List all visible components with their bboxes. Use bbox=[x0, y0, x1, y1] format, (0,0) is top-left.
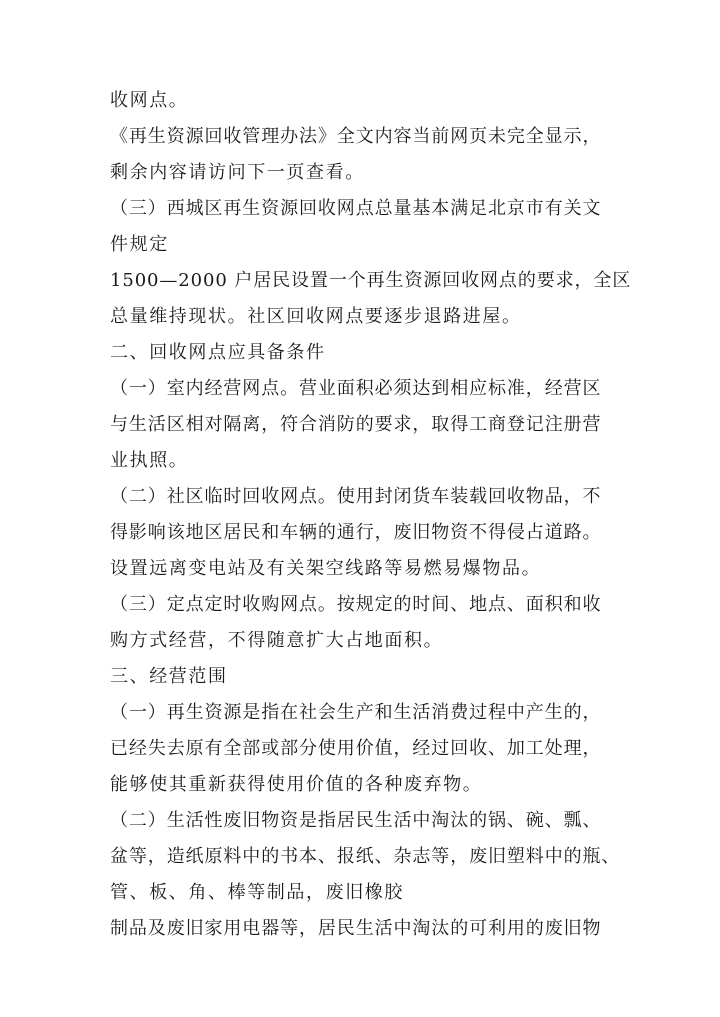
text-line: 已经失去原有全部或部分使用价值，经过回收、加工处理， bbox=[110, 738, 602, 759]
text-line: 购方式经营，不得随意扩大占地面积。 bbox=[110, 630, 444, 651]
text-line: 制品及废旧家用电器等，居民生活中淘汰的可利用的废旧物 bbox=[110, 918, 602, 939]
text-line: （二）社区临时回收网点。使用封闭货车装载回收物品，不 bbox=[110, 486, 602, 507]
document-body bbox=[110, 83, 630, 947]
text-line: 设置远离变电站及有关架空线路等易燃易爆物品。 bbox=[110, 558, 542, 579]
text-line: 得影响该地区居民和车辆的通行，废旧物资不得侵占道路。 bbox=[110, 522, 602, 543]
text-line: 《再生资源回收管理办法》全文内容当前网页未完全显示， bbox=[110, 126, 602, 147]
text-line: （三）定点定时收购网点。按规定的时间、地点、面积和收 bbox=[110, 594, 602, 615]
text-line: 收网点。 bbox=[110, 90, 189, 111]
text-line: 1500—2000 户居民设置一个再生资源回收网点的要求，全区 bbox=[110, 270, 632, 291]
section-heading: 二、回收网点应具备条件 bbox=[110, 342, 326, 363]
text-line: （二）生活性废旧物资是指居民生活中淘汰的锅、碗、瓢、 bbox=[110, 810, 602, 831]
text-line: 与生活区相对隔离，符合消防的要求，取得工商登记注册营 bbox=[110, 414, 602, 435]
text-line: （一）再生资源是指在社会生产和生活消费过程中产生的， bbox=[110, 702, 602, 723]
text-line: 能够使其重新获得使用价值的各种废弃物。 bbox=[110, 774, 483, 795]
text-line: （一）室内经营网点。营业面积必须达到相应标准，经营区 bbox=[110, 378, 602, 399]
section-heading: （三）西城区再生资源回收网点总量基本满足北京市有关文 bbox=[110, 198, 602, 219]
text-line: 总量维持现状。社区回收网点要逐步退路进屋。 bbox=[110, 306, 522, 327]
text-line: 盆等，造纸原料中的书本、报纸、杂志等，废旧塑料中的瓶、 bbox=[110, 846, 621, 867]
text-line: 剩余内容请访问下一页查看。 bbox=[110, 162, 365, 183]
section-heading: 三、经营范围 bbox=[110, 666, 228, 687]
text-line: 业执照。 bbox=[110, 450, 189, 471]
text-line: 管、板、角、棒等制品，废旧橡胶 bbox=[110, 882, 404, 903]
text-line: 件规定 bbox=[110, 234, 169, 255]
